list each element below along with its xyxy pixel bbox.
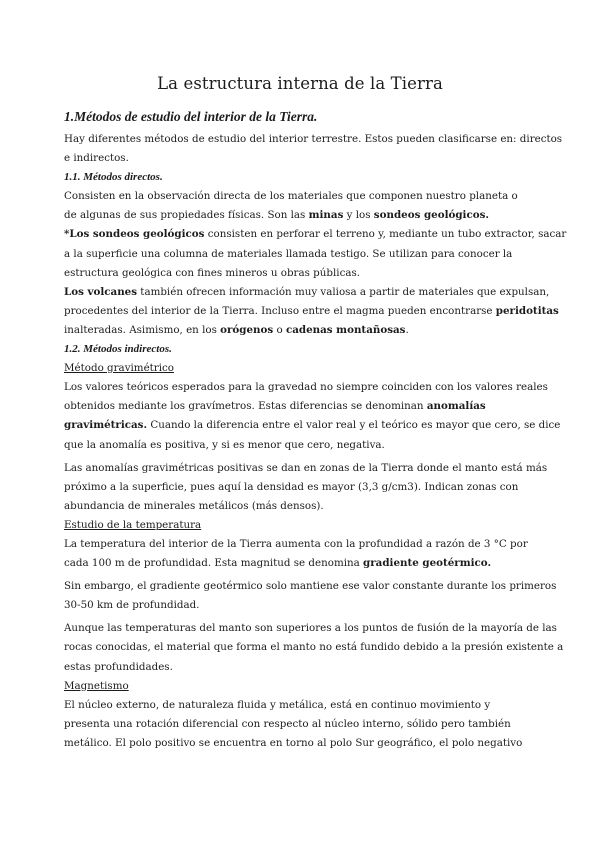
paragraph-line — [64, 416, 561, 435]
paragraph-line: 30-50 km de profundidad. — [64, 599, 200, 612]
paragraph-line: abundancia de minerales metálicos (más densos). — [64, 499, 324, 512]
paragraph-line: El núcleo externo, de naturaleza fluida y metálica, está en continuo movimiento y — [64, 698, 491, 711]
subheading-indirectos: 1.2. Métodos indirectos. — [64, 343, 172, 356]
paragraph-line: Sin embargo, el gradiente geotérmico solo mantiene ese valor constante durante los primeros — [64, 580, 557, 593]
bold-term: anomalías — [426, 400, 486, 413]
paragraph-line — [64, 554, 544, 573]
paragraph-line — [64, 321, 544, 340]
paragraph-line: estructura geológica con fines mineros u obras públicas. — [64, 266, 361, 279]
text: cada 100 m de profundidad. Esta magnitud se denomina — [64, 557, 364, 570]
paragraph-line — [64, 206, 544, 225]
bold-term: gradiente geotérmico. — [363, 557, 492, 570]
paragraph-line: Consisten en la observación directa de los materiales que componen nuestro planeta o — [64, 190, 518, 203]
method-title-gravimetrico: Método gravimétrico — [64, 362, 174, 375]
bold-term: orógenos — [220, 323, 274, 336]
bold-term: Los volcanes — [64, 285, 138, 298]
paragraph-line — [64, 302, 559, 321]
intro-line: e indirectos. — [64, 152, 129, 165]
subheading-directos: 1.1. Métodos directos. — [64, 171, 163, 184]
text: consisten en perforar el terreno y, mediante un tubo extractor, sacar — [204, 228, 567, 241]
text: o — [273, 323, 286, 336]
paragraph-line: próximo a la superficie, pues aquí la densidad es mayor (3,3 g/cm3). Indican zonas con — [64, 480, 519, 493]
bold-term: sondeos geológicos. — [373, 209, 489, 222]
page-title: La estructura interna de la Tierra — [157, 74, 443, 93]
intro-line: Hay diferentes métodos de estudio del interior terrestre. Estos pueden clasificarse en: directos — [64, 133, 563, 145]
paragraph-line: Aunque las temperaturas del manto son superiores a los puntos de fusión de la mayoría de las — [64, 622, 557, 635]
bold-term: minas — [308, 209, 344, 222]
paragraph-line: Los valores teóricos esperados para la gravedad no siempre coinciden con los valores reales — [64, 381, 548, 394]
text: procedentes del interior de la Tierra. Incluso entre el magma pueden encontrarse — [64, 304, 496, 317]
text: de algunas de sus propiedades físicas. Son las — [64, 209, 309, 222]
paragraph-line: que la anomalía es positiva, y si es menor que cero, negativa. — [64, 438, 385, 451]
text: y los — [343, 209, 374, 222]
text: obtenidos mediante los gravímetros. Estas diferencias se denominan — [64, 400, 427, 413]
text: . — [405, 323, 409, 336]
paragraph-line: metálico. El polo positivo se encuentra en torno al polo Sur geográfico, el polo negativo — [64, 736, 523, 749]
bold-term: gravimétricas. — [64, 419, 148, 432]
text: inalteradas. Asimismo, en los — [64, 323, 221, 336]
paragraph-line: Las anomalías gravimétricas positivas se dan en zonas de la Tierra donde el manto está más — [64, 461, 548, 474]
document-body — [64, 130, 567, 753]
bold-term: cadenas montañosas — [285, 323, 406, 336]
method-title-temperatura: Estudio de la temperatura — [64, 518, 202, 531]
bold-term: peridotitas — [495, 304, 559, 317]
paragraph-line — [64, 397, 544, 416]
section-heading-metodos: 1.Métodos de estudio del interior de la Tierra. — [64, 109, 318, 124]
paragraph-line: presenta una rotación diferencial con respecto al núcleo interno, sólido pero también — [64, 717, 511, 730]
text: también ofrecen información muy valiosa a partir de materiales que expulsan, — [137, 285, 550, 298]
paragraph-line: La temperatura del interior de la Tierra aumenta con la profundidad a razón de 3 °C por — [64, 537, 528, 550]
paragraph-line: rocas conocidas, el material que forma el manto no está fundido debido a la presión existente a — [64, 641, 564, 654]
method-title-magnetismo: Magnetismo — [64, 679, 129, 692]
paragraph-line: a la superficie una columna de materiales llamada testigo. Se utilizan para conocer la — [64, 247, 513, 260]
paragraph-line: estas profundidades. — [64, 660, 173, 673]
paragraph-line — [64, 225, 567, 244]
text: Cuando la diferencia entre el valor real y el teórico es mayor que cero, se dice — [147, 419, 561, 432]
paragraph-line — [64, 283, 550, 302]
bold-term: *Los sondeos geológicos — [64, 228, 205, 241]
